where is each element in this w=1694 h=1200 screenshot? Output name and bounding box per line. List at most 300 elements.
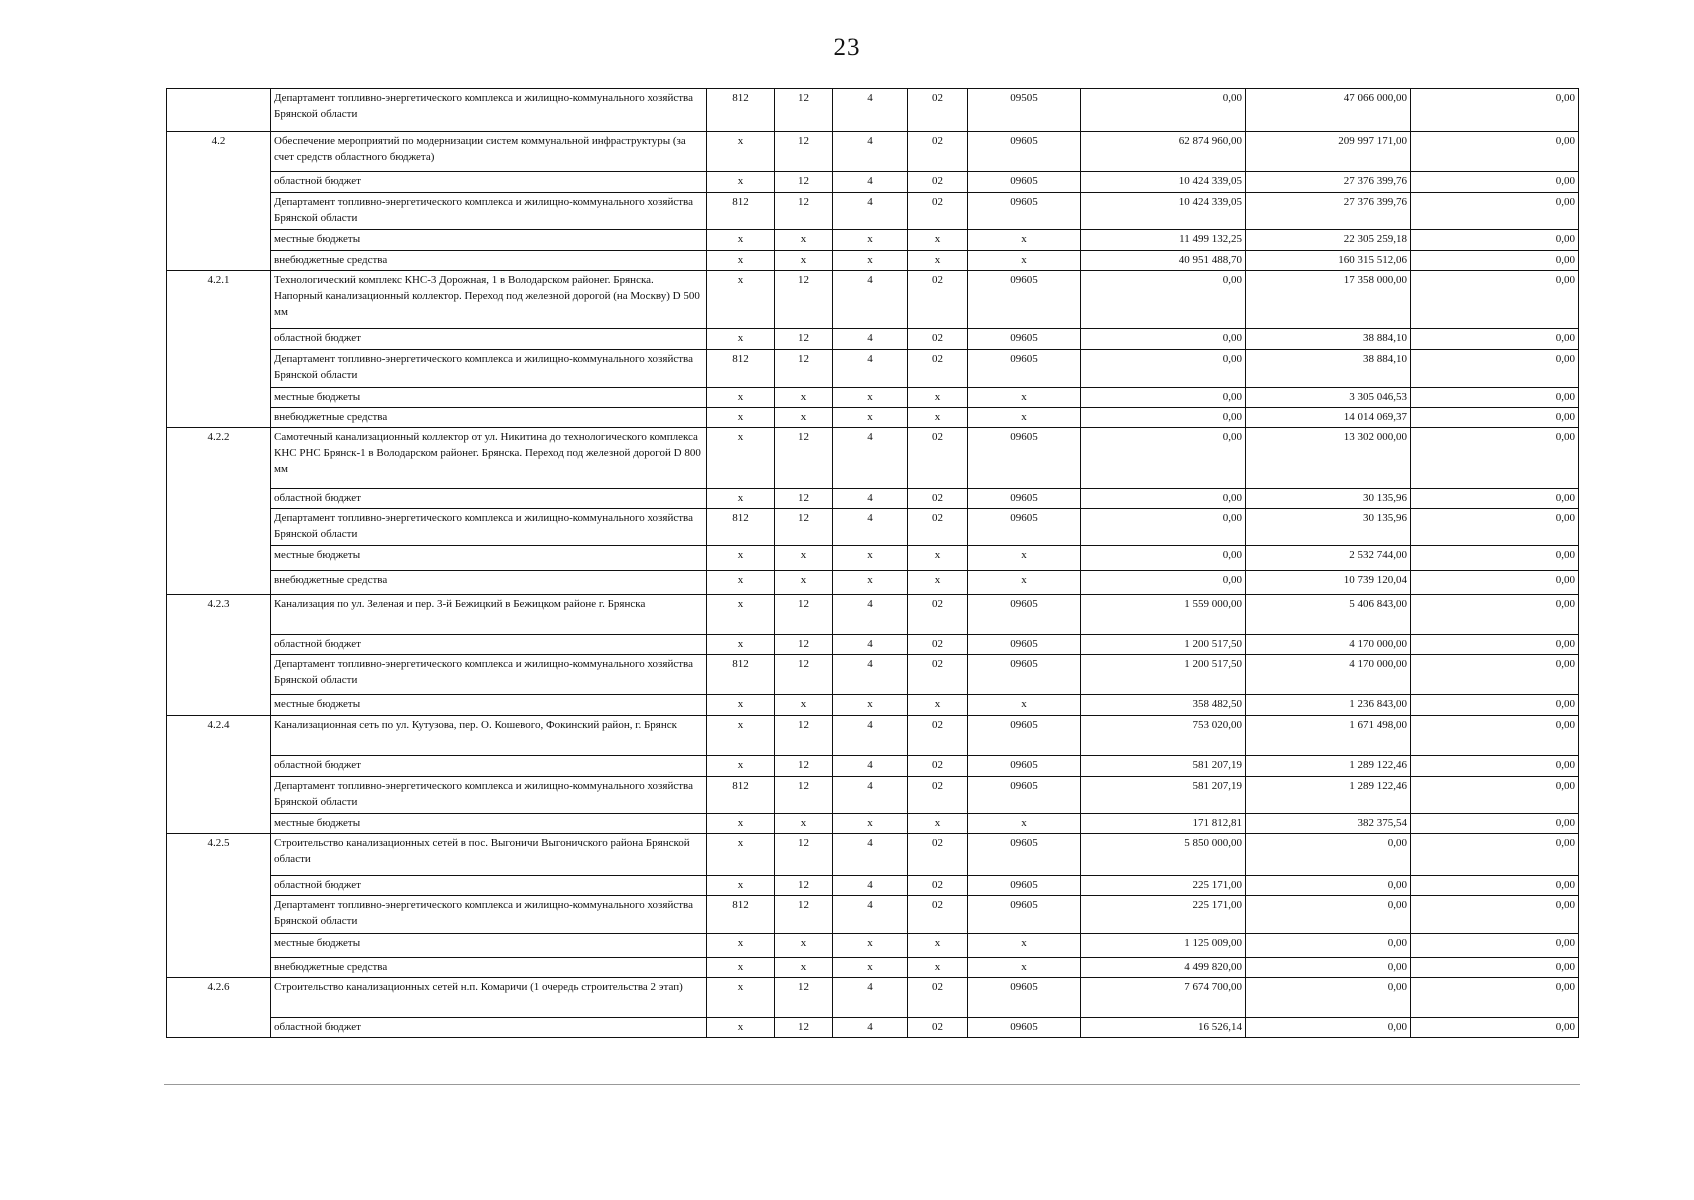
- table-row: [167, 271, 1579, 329]
- row-code-2: 12: [775, 193, 833, 230]
- row-code-1: x: [707, 172, 775, 193]
- row-code-1: x: [707, 716, 775, 756]
- row-amount-3: 0,00: [1411, 876, 1579, 896]
- row-code-1: x: [707, 958, 775, 978]
- row-amount-3: 0,00: [1411, 655, 1579, 695]
- row-code-4: 02: [908, 509, 968, 546]
- row-code-3: 4: [833, 635, 908, 655]
- row-code-5: 09605: [968, 756, 1081, 777]
- row-description: местные бюджеты: [271, 814, 707, 834]
- row-code-1: x: [707, 834, 775, 876]
- row-description: Департамент топливно-энергетического комплекса и жилищно-коммунального хозяйства Брянской области: [271, 350, 707, 388]
- row-amount-3: 0,00: [1411, 595, 1579, 635]
- row-amount-1: 0,00: [1081, 350, 1246, 388]
- row-code-4: 02: [908, 655, 968, 695]
- row-code-5: 09605: [968, 716, 1081, 756]
- row-code-5: 09605: [968, 350, 1081, 388]
- row-amount-1: 171 812,81: [1081, 814, 1246, 834]
- row-amount-2: 4 170 000,00: [1246, 635, 1411, 655]
- table-row: [167, 571, 1579, 595]
- table-row: [167, 814, 1579, 834]
- table-row: [167, 635, 1579, 655]
- row-amount-2: 14 014 069,37: [1246, 408, 1411, 428]
- row-amount-1: 0,00: [1081, 408, 1246, 428]
- row-description: Обеспечение мероприятий по модернизации систем коммунальной инфраструктуры (за счет средств областного бюджета): [271, 132, 707, 172]
- table-row: [167, 489, 1579, 509]
- row-amount-2: 1 289 122,46: [1246, 756, 1411, 777]
- row-amount-2: 5 406 843,00: [1246, 595, 1411, 635]
- row-amount-2: 27 376 399,76: [1246, 193, 1411, 230]
- row-amount-3: 0,00: [1411, 896, 1579, 934]
- row-description: областной бюджет: [271, 876, 707, 896]
- row-code-4: x: [908, 388, 968, 408]
- row-amount-1: 5 850 000,00: [1081, 834, 1246, 876]
- row-code-4: x: [908, 958, 968, 978]
- row-amount-1: 0,00: [1081, 428, 1246, 489]
- row-amount-1: 0,00: [1081, 546, 1246, 571]
- row-code-1: x: [707, 132, 775, 172]
- row-amount-1: 358 482,50: [1081, 695, 1246, 716]
- row-amount-2: 0,00: [1246, 1018, 1411, 1038]
- row-amount-1: 40 951 488,70: [1081, 251, 1246, 271]
- row-code-4: x: [908, 814, 968, 834]
- row-code-3: x: [833, 814, 908, 834]
- row-code-4: 02: [908, 716, 968, 756]
- row-description: местные бюджеты: [271, 546, 707, 571]
- row-amount-3: 0,00: [1411, 251, 1579, 271]
- row-amount-3: 0,00: [1411, 635, 1579, 655]
- row-code-1: 812: [707, 655, 775, 695]
- row-amount-2: 22 305 259,18: [1246, 230, 1411, 251]
- row-code-5: x: [968, 388, 1081, 408]
- row-amount-3: 0,00: [1411, 934, 1579, 958]
- table-row: [167, 428, 1579, 489]
- row-code-2: 12: [775, 428, 833, 489]
- table-row: [167, 655, 1579, 695]
- row-amount-2: 38 884,10: [1246, 329, 1411, 350]
- row-code-1: x: [707, 251, 775, 271]
- bottom-rule: [164, 1084, 1580, 1085]
- row-code-2: 12: [775, 978, 833, 1018]
- row-description: областной бюджет: [271, 329, 707, 350]
- row-amount-3: 0,00: [1411, 1018, 1579, 1038]
- row-code-5: 09605: [968, 329, 1081, 350]
- row-code-5: x: [968, 814, 1081, 834]
- row-code-3: 4: [833, 834, 908, 876]
- row-amount-2: 1 671 498,00: [1246, 716, 1411, 756]
- row-amount-2: 47 066 000,00: [1246, 89, 1411, 132]
- row-code-4: 02: [908, 595, 968, 635]
- row-description: местные бюджеты: [271, 388, 707, 408]
- row-amount-2: 10 739 120,04: [1246, 571, 1411, 595]
- row-amount-3: 0,00: [1411, 777, 1579, 814]
- row-code-2: x: [775, 408, 833, 428]
- row-code-2: x: [775, 546, 833, 571]
- row-description: Канализационная сеть по ул. Кутузова, пер. О. Кошевого, Фокинский район, г. Брянск: [271, 716, 707, 756]
- row-description: Технологический комплекс КНС-3 Дорожная, 1 в Володарском районег. Брянска. Напорный канализационный коллектор. Переход под железной дорогой (на Москву) D 500 мм: [271, 271, 707, 329]
- row-amount-3: 0,00: [1411, 716, 1579, 756]
- row-description: Канализация по ул. Зеленая и пер. 3-й Бежицкий в Бежицком районе г. Брянска: [271, 595, 707, 635]
- row-index: 4.2.5: [167, 834, 271, 978]
- row-amount-1: 1 559 000,00: [1081, 595, 1246, 635]
- row-code-1: x: [707, 571, 775, 595]
- row-code-5: 09605: [968, 978, 1081, 1018]
- row-code-2: 12: [775, 489, 833, 509]
- row-code-3: 4: [833, 978, 908, 1018]
- row-code-4: 02: [908, 1018, 968, 1038]
- row-code-4: 02: [908, 329, 968, 350]
- table-row: [167, 595, 1579, 635]
- row-description: областной бюджет: [271, 635, 707, 655]
- row-amount-1: 1 125 009,00: [1081, 934, 1246, 958]
- row-code-1: x: [707, 271, 775, 329]
- row-code-3: 4: [833, 489, 908, 509]
- row-amount-1: 10 424 339,05: [1081, 172, 1246, 193]
- row-code-5: x: [968, 958, 1081, 978]
- row-code-2: 12: [775, 595, 833, 635]
- table-row: [167, 716, 1579, 756]
- row-description: Департамент топливно-энергетического комплекса и жилищно-коммунального хозяйства Брянской области: [271, 193, 707, 230]
- row-amount-3: 0,00: [1411, 428, 1579, 489]
- row-amount-3: 0,00: [1411, 978, 1579, 1018]
- row-code-2: 12: [775, 716, 833, 756]
- row-code-1: x: [707, 756, 775, 777]
- row-code-5: 09605: [968, 1018, 1081, 1038]
- row-description: Департамент топливно-энергетического комплекса и жилищно-коммунального хозяйства Брянской области: [271, 777, 707, 814]
- table-row: [167, 1018, 1579, 1038]
- row-code-1: x: [707, 595, 775, 635]
- row-code-1: x: [707, 329, 775, 350]
- row-code-5: 09605: [968, 777, 1081, 814]
- row-code-3: x: [833, 934, 908, 958]
- row-code-1: x: [707, 978, 775, 1018]
- row-index: 4.2.2: [167, 428, 271, 595]
- row-amount-1: 62 874 960,00: [1081, 132, 1246, 172]
- row-code-1: x: [707, 695, 775, 716]
- row-amount-2: 1 236 843,00: [1246, 695, 1411, 716]
- row-code-5: 09505: [968, 89, 1081, 132]
- row-amount-1: 0,00: [1081, 509, 1246, 546]
- row-index: 4.2.6: [167, 978, 271, 1038]
- row-code-3: 4: [833, 193, 908, 230]
- row-code-5: x: [968, 408, 1081, 428]
- row-amount-1: 0,00: [1081, 571, 1246, 595]
- row-code-5: 09605: [968, 655, 1081, 695]
- row-amount-2: 0,00: [1246, 834, 1411, 876]
- table-row: [167, 876, 1579, 896]
- table-row: [167, 350, 1579, 388]
- row-description: местные бюджеты: [271, 934, 707, 958]
- row-description: Департамент топливно-энергетического комплекса и жилищно-коммунального хозяйства Брянской области: [271, 896, 707, 934]
- row-amount-3: 0,00: [1411, 271, 1579, 329]
- row-code-1: 812: [707, 350, 775, 388]
- row-amount-3: 0,00: [1411, 958, 1579, 978]
- row-amount-1: 581 207,19: [1081, 777, 1246, 814]
- row-amount-2: 1 289 122,46: [1246, 777, 1411, 814]
- row-amount-2: 17 358 000,00: [1246, 271, 1411, 329]
- row-code-4: 02: [908, 978, 968, 1018]
- table-row: [167, 388, 1579, 408]
- row-amount-2: 0,00: [1246, 876, 1411, 896]
- table-row: [167, 132, 1579, 172]
- row-code-3: 4: [833, 89, 908, 132]
- row-amount-1: 0,00: [1081, 489, 1246, 509]
- row-amount-3: 0,00: [1411, 230, 1579, 251]
- row-code-3: 4: [833, 777, 908, 814]
- row-code-2: 12: [775, 635, 833, 655]
- row-code-2: x: [775, 251, 833, 271]
- row-code-1: x: [707, 1018, 775, 1038]
- row-code-5: x: [968, 251, 1081, 271]
- row-code-5: 09605: [968, 509, 1081, 546]
- row-index: 4.2.3: [167, 595, 271, 716]
- row-code-5: 09605: [968, 172, 1081, 193]
- row-description: местные бюджеты: [271, 230, 707, 251]
- row-code-4: 02: [908, 876, 968, 896]
- row-amount-1: 1 200 517,50: [1081, 635, 1246, 655]
- row-code-4: 02: [908, 172, 968, 193]
- row-amount-2: 13 302 000,00: [1246, 428, 1411, 489]
- row-code-5: x: [968, 571, 1081, 595]
- row-code-3: 4: [833, 350, 908, 388]
- row-index: 4.2.1: [167, 271, 271, 428]
- row-code-4: x: [908, 695, 968, 716]
- row-code-5: 09605: [968, 132, 1081, 172]
- row-amount-1: 1 200 517,50: [1081, 655, 1246, 695]
- row-code-1: x: [707, 934, 775, 958]
- row-code-4: 02: [908, 635, 968, 655]
- table-row: [167, 172, 1579, 193]
- row-code-2: 12: [775, 271, 833, 329]
- row-amount-3: 0,00: [1411, 408, 1579, 428]
- row-amount-1: 753 020,00: [1081, 716, 1246, 756]
- table-row: [167, 695, 1579, 716]
- row-description: Строительство канализационных сетей н.п. Комаричи (1 очередь строительства 2 этап): [271, 978, 707, 1018]
- row-code-3: 4: [833, 428, 908, 489]
- row-code-4: 02: [908, 350, 968, 388]
- row-code-4: 02: [908, 489, 968, 509]
- row-code-5: 09605: [968, 428, 1081, 489]
- row-code-3: x: [833, 571, 908, 595]
- row-code-2: 12: [775, 756, 833, 777]
- row-amount-1: 0,00: [1081, 388, 1246, 408]
- row-amount-2: 30 135,96: [1246, 489, 1411, 509]
- row-amount-2: 2 532 744,00: [1246, 546, 1411, 571]
- row-description: Самотечный канализационный коллектор от ул. Никитина до технологического комплекса КНС РНС Брянск-1 в Володарском районег. Брянска. Переход под железной дорогой D 800 мм: [271, 428, 707, 489]
- row-code-5: 09605: [968, 595, 1081, 635]
- row-code-4: 02: [908, 428, 968, 489]
- row-index: [167, 89, 271, 132]
- row-description: областной бюджет: [271, 489, 707, 509]
- row-code-5: 09605: [968, 896, 1081, 934]
- row-amount-3: 0,00: [1411, 89, 1579, 132]
- row-code-1: 812: [707, 896, 775, 934]
- row-amount-2: 382 375,54: [1246, 814, 1411, 834]
- row-amount-3: 0,00: [1411, 571, 1579, 595]
- row-code-2: x: [775, 230, 833, 251]
- row-code-4: 02: [908, 777, 968, 814]
- row-code-1: x: [707, 230, 775, 251]
- row-code-3: x: [833, 695, 908, 716]
- table-row: [167, 546, 1579, 571]
- row-code-1: 812: [707, 193, 775, 230]
- row-code-5: x: [968, 934, 1081, 958]
- table-row: [167, 89, 1579, 132]
- row-code-3: x: [833, 958, 908, 978]
- row-code-4: x: [908, 408, 968, 428]
- row-amount-1: 0,00: [1081, 89, 1246, 132]
- row-code-2: 12: [775, 172, 833, 193]
- row-code-2: 12: [775, 655, 833, 695]
- row-code-2: x: [775, 814, 833, 834]
- row-code-1: 812: [707, 89, 775, 132]
- table-row: [167, 509, 1579, 546]
- row-amount-3: 0,00: [1411, 193, 1579, 230]
- row-code-4: x: [908, 251, 968, 271]
- row-amount-1: 16 526,14: [1081, 1018, 1246, 1038]
- row-amount-2: 3 305 046,53: [1246, 388, 1411, 408]
- row-code-1: 812: [707, 509, 775, 546]
- row-amount-2: 0,00: [1246, 958, 1411, 978]
- row-code-2: 12: [775, 896, 833, 934]
- row-code-4: 02: [908, 756, 968, 777]
- row-code-5: x: [968, 230, 1081, 251]
- row-code-5: 09605: [968, 489, 1081, 509]
- row-code-5: x: [968, 546, 1081, 571]
- row-amount-3: 0,00: [1411, 172, 1579, 193]
- row-amount-3: 0,00: [1411, 509, 1579, 546]
- row-amount-3: 0,00: [1411, 756, 1579, 777]
- row-code-3: 4: [833, 132, 908, 172]
- row-code-2: x: [775, 571, 833, 595]
- row-code-4: 02: [908, 834, 968, 876]
- row-amount-1: 10 424 339,05: [1081, 193, 1246, 230]
- row-code-4: 02: [908, 896, 968, 934]
- table-row: [167, 756, 1579, 777]
- row-code-5: x: [968, 695, 1081, 716]
- row-amount-2: 209 997 171,00: [1246, 132, 1411, 172]
- row-code-5: 09605: [968, 635, 1081, 655]
- row-amount-2: 27 376 399,76: [1246, 172, 1411, 193]
- row-code-3: 4: [833, 876, 908, 896]
- table-row: [167, 978, 1579, 1018]
- row-code-1: x: [707, 408, 775, 428]
- row-code-4: 02: [908, 271, 968, 329]
- row-code-2: 12: [775, 777, 833, 814]
- row-code-3: 4: [833, 716, 908, 756]
- row-description: Строительство канализационных сетей в пос. Выгоничи Выгоничского района Брянской области: [271, 834, 707, 876]
- row-code-2: x: [775, 958, 833, 978]
- row-description: внебюджетные средства: [271, 251, 707, 271]
- row-description: областной бюджет: [271, 172, 707, 193]
- row-code-3: x: [833, 408, 908, 428]
- row-code-5: 09605: [968, 271, 1081, 329]
- table-row: [167, 408, 1579, 428]
- row-code-2: x: [775, 695, 833, 716]
- row-code-2: x: [775, 934, 833, 958]
- row-amount-3: 0,00: [1411, 834, 1579, 876]
- row-code-1: x: [707, 489, 775, 509]
- row-code-4: 02: [908, 132, 968, 172]
- row-description: местные бюджеты: [271, 695, 707, 716]
- table-row: [167, 777, 1579, 814]
- row-code-5: 09605: [968, 876, 1081, 896]
- row-code-2: 12: [775, 834, 833, 876]
- row-amount-2: 30 135,96: [1246, 509, 1411, 546]
- row-amount-2: 0,00: [1246, 934, 1411, 958]
- row-code-2: 12: [775, 509, 833, 546]
- row-amount-1: 581 207,19: [1081, 756, 1246, 777]
- table-row: [167, 329, 1579, 350]
- row-amount-1: 4 499 820,00: [1081, 958, 1246, 978]
- row-amount-3: 0,00: [1411, 329, 1579, 350]
- row-amount-3: 0,00: [1411, 132, 1579, 172]
- row-description: областной бюджет: [271, 756, 707, 777]
- row-amount-1: 7 674 700,00: [1081, 978, 1246, 1018]
- row-code-2: 12: [775, 329, 833, 350]
- row-code-3: 4: [833, 1018, 908, 1038]
- row-code-2: 12: [775, 89, 833, 132]
- row-code-3: 4: [833, 896, 908, 934]
- row-code-1: 812: [707, 777, 775, 814]
- row-code-3: x: [833, 546, 908, 571]
- table-row: [167, 958, 1579, 978]
- row-code-3: 4: [833, 756, 908, 777]
- table-row: [167, 193, 1579, 230]
- row-amount-1: 11 499 132,25: [1081, 230, 1246, 251]
- row-code-5: 09605: [968, 193, 1081, 230]
- row-code-3: x: [833, 251, 908, 271]
- row-description: внебюджетные средства: [271, 571, 707, 595]
- table-row: [167, 896, 1579, 934]
- row-code-2: 12: [775, 132, 833, 172]
- row-code-3: 4: [833, 595, 908, 635]
- row-code-3: x: [833, 230, 908, 251]
- page-number: 23: [833, 34, 861, 61]
- row-code-3: x: [833, 388, 908, 408]
- row-description: внебюджетные средства: [271, 958, 707, 978]
- table-row: [167, 934, 1579, 958]
- row-amount-2: 0,00: [1246, 978, 1411, 1018]
- row-code-2: x: [775, 388, 833, 408]
- row-code-1: x: [707, 428, 775, 489]
- row-description: областной бюджет: [271, 1018, 707, 1038]
- row-code-1: x: [707, 635, 775, 655]
- row-amount-1: 225 171,00: [1081, 876, 1246, 896]
- row-code-2: 12: [775, 350, 833, 388]
- table-row: [167, 834, 1579, 876]
- row-code-3: 4: [833, 329, 908, 350]
- row-index: 4.2.4: [167, 716, 271, 834]
- row-code-3: 4: [833, 172, 908, 193]
- row-code-4: x: [908, 571, 968, 595]
- row-amount-3: 0,00: [1411, 489, 1579, 509]
- row-index: 4.2: [167, 132, 271, 271]
- row-code-1: x: [707, 388, 775, 408]
- row-code-1: x: [707, 876, 775, 896]
- row-code-4: x: [908, 546, 968, 571]
- row-amount-3: 0,00: [1411, 695, 1579, 716]
- row-code-1: x: [707, 546, 775, 571]
- row-code-3: 4: [833, 509, 908, 546]
- table-row: [167, 251, 1579, 271]
- row-description: внебюджетные средства: [271, 408, 707, 428]
- row-description: Департамент топливно-энергетического комплекса и жилищно-коммунального хозяйства Брянской области: [271, 89, 707, 132]
- row-code-4: 02: [908, 89, 968, 132]
- budget-table: [166, 88, 1579, 1038]
- row-code-5: 09605: [968, 834, 1081, 876]
- row-amount-3: 0,00: [1411, 814, 1579, 834]
